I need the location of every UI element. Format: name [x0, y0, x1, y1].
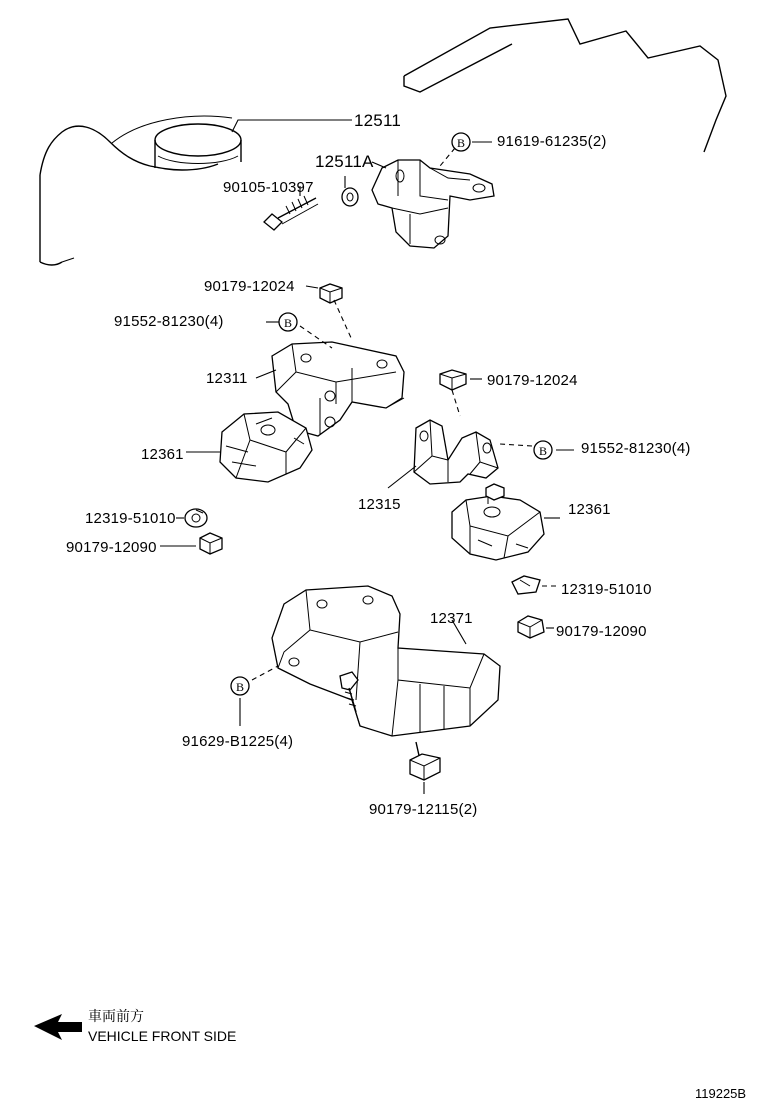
- svg-text:B: B: [538, 444, 548, 458]
- part-12315-bracket: [414, 420, 498, 484]
- b-marker-91552-a: [279, 313, 297, 331]
- label-12511a: 12511A: [315, 152, 374, 171]
- label-12361-b: 12361: [568, 501, 611, 518]
- label-90179-12024-a: 90179-12024: [204, 278, 295, 295]
- part-12319-51010-right: [512, 576, 556, 594]
- label-12315: 12315: [358, 496, 401, 513]
- label-91552-81230-a: 91552-81230(4): [114, 313, 224, 330]
- leader-12311: [256, 370, 276, 378]
- label-91552-81230-b: 91552-81230(4): [581, 440, 691, 457]
- b-marker-91619: [452, 133, 470, 151]
- label-90179-12090-b: 90179-12090: [556, 623, 647, 640]
- label-12311: 12311: [206, 370, 248, 387]
- part-12371-mount: [272, 586, 500, 736]
- label-90179-12024-b: 90179-12024: [487, 372, 578, 389]
- b-marker-91552-b: [534, 441, 552, 459]
- engine-body-outline: [40, 116, 241, 265]
- part-90179-12090-left: [160, 533, 222, 554]
- label-12371: 12371: [430, 610, 473, 627]
- svg-text:B: B: [235, 680, 245, 694]
- part-90179-12024-nut-right: [440, 370, 482, 416]
- label-90179-12115: 90179-12115(2): [369, 801, 478, 818]
- part-12319-51010-left: [176, 509, 207, 527]
- label-12319-51010-b: 12319-51010: [561, 581, 652, 598]
- label-12511: 12511: [354, 111, 402, 130]
- leader-12511a: [372, 162, 386, 168]
- diagram-code-id: 119225B: [695, 1086, 747, 1101]
- part-90179-12115-stud-lower: [410, 742, 440, 794]
- label-12319-51010-a: 12319-51010: [85, 510, 176, 527]
- leader-12315: [388, 466, 416, 488]
- leader-12511: [232, 120, 352, 132]
- footer-japanese-text: 車両前方: [88, 1008, 144, 1024]
- leader-91629: [240, 666, 278, 726]
- footer-english-text: VEHICLE FRONT SIDE: [88, 1028, 237, 1044]
- label-91619-61235: 91619-61235(2): [497, 133, 607, 150]
- part-12361-insulator-right: [452, 484, 544, 560]
- label-90179-12090-a: 90179-12090: [66, 539, 157, 556]
- label-12361-a: 12361: [141, 446, 184, 463]
- part-washer-12511a: [342, 176, 358, 206]
- label-91629-b1225: 91629-B1225(4): [182, 733, 294, 750]
- svg-text:B: B: [456, 136, 466, 150]
- b-marker-91629: [231, 677, 249, 695]
- svg-text:B: B: [283, 316, 293, 330]
- part-90179-12024-nut-upper: [306, 284, 352, 340]
- part-90179-12090-right: [518, 616, 554, 638]
- part-12511a-bracket: [372, 160, 494, 248]
- label-90105-10397: 90105-10397: [223, 179, 314, 196]
- left-arrow-icon: [34, 1014, 82, 1040]
